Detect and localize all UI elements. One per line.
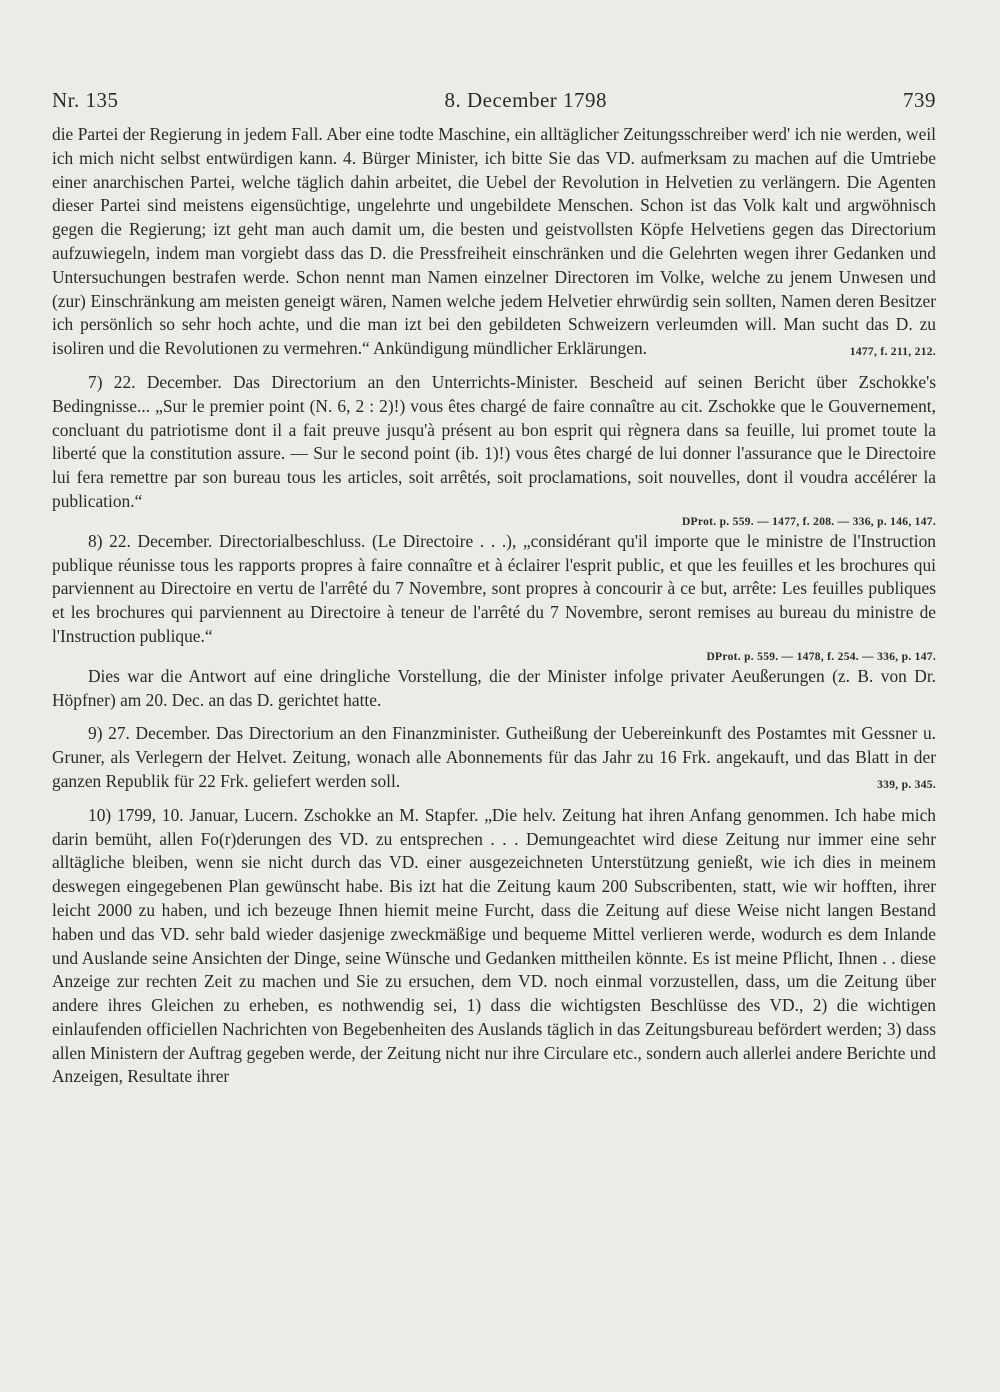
- document-number: Nr. 135: [52, 88, 119, 112]
- paragraph-item-9: 9) 27. December. Das Directorium an den Finanzminister. Gutheißung der Uebereinkunft des Postamtes mit Gessner u. Gruner, als Verlegern der Helvet. Zeitung, wonach alle Abonnements für das Jahr zu 16 Frk. angekauft, und das Blatt in der ganzen Republik für 22 Frk. geliefert werden soll. 339, p. 345.: [52, 722, 936, 793]
- source-reference: DProt. p. 559. — 1477, f. 208. — 336, p. 146, 147.: [681, 515, 936, 528]
- paragraph-item-10: 10) 1799, 10. Januar, Lucern. Zschokke an M. Stapfer. „Die helv. Zeitung hat ihren Anfang genommen. Ich habe mich darin bemüht, allen Fo(r)derungen des VD. zu entsprechen . . . Demungeachtet wird diese Zeitung nur immer eine sehr alltägliche bleiben, wenn sie nicht durch das VD. einer ausgezeichneten Unterstützung genießt, wie ich dies in meinem deswegen eingegebenen Plan gewünscht habe. Bis izt hat die Zeitung kaum 200 Subscribenten, statt, wie wir hofften, ihrer leicht 2000 zu haben, und ich bezeuge Ihnen hiemit meine Furcht, dass die Zeitung auf diese Weise nicht langen Bestand haben und das VD. sehr bald wieder dasjenige zweckmäßige und bequeme Mittel verlieren werde, wodurch es dem Inlande und Auslande seine Ansichten der Dinge, seine Wünsche und Gedanken mittheilen könnte. Es ist meine Pflicht, Ihnen . . diese Anzeige zur rechten Zeit zu machen und Sie zu ersuchen, dem VD. noch einmal vorzustellen, dass, um die Zeitung über andere ihres Gleichen zu erheben, es nothwendig sei, 1) dass die wichtigsten Beschlüsse des VD., 2) die wichtigen einlaufenden officiellen Nachrichten von Begebenheiten des Auslands täglich in das Zeitungsbureau befördert werden; 3) dass allen Ministern der Auftrag gegeben werde, der Zeitung nicht nur ihre Circulare etc., sondern auch allerlei andere Berichte und Anzeigen, Resultate ihrer: [52, 804, 936, 1087]
- document-date: 8. December 1798: [444, 88, 608, 112]
- paragraph-continuation: die Partei der Regierung in jedem Fall. Aber eine todte Maschine, ein alltäglicher Zeitungsschreiber werd' ich nie werden, weil ich mich nicht selbst entwürdigen kann. 4. Bürger Minister, ich bitte Sie das VD. aufmerksam zu machen auf die Umtriebe einer anarchischen Partei, welche täglich dahin arbeitet, die Uebel der Revolution in Helvetien zu verlängern. Die Agenten dieser Partei sind meistens eigensüchtige, ungelehrte und ungebildete Menschen. Schon ist das Volk kalt und argwöhnisch gegen die Regierung; izt geht man auch damit um, die besten und geistvollsten Köpfe Helvetiens gegen das Directorium aufzuwiegeln, indem man vorgiebt dass das D. die Pressfreiheit einschränken und die Gelehrten wegen ihrer Gedanken und Untersuchungen bestrafen werde. Schon nennt man Namen einzelner Directoren im Volke, welche zu jenem Unwesen und (zur) Einschränkung am meisten geneigt wären, Namen welche jedem Helvetier ehrwürdig sein sollten, Namen deren Besitzer ich persönlich so sehr hoch achte, und die man izt bei den gebildeten Schweizern verleumden will. Man sucht das D. zu isoliren und die Revolutionen zu vermehren.“ Ankündigung mündlicher Erklärungen. 1477, f. 211, 212.: [52, 123, 936, 361]
- paragraph-note: Dies war die Antwort auf eine dringliche Vorstellung, die der Minister infolge privater Aeußerungen (z. B. von Dr. Höpfner) am 20. Dec. an das D. gerichtet hatte.: [52, 665, 936, 710]
- source-reference: DProt. p. 559. — 1478, f. 254. — 336, p. 147.: [706, 650, 936, 663]
- paragraph-item-8: 8) 22. December. Directorialbeschluss. (Le Directoire . . .), „considérant qu'il importe que le ministre de l'Instruction publique réunisse tous les rapports propres à faire connaître et à éclairer l'esprit public, et que les feuilles et les brochures qui parviennent au Directoire en vertu de l'arrêté du 7 Novembre, sont propres à concourir à ce but, arrête: Les feuilles publiques et les brochures qui parviennent au Directoire à teneur de l'arrêté du 7 Novembre, seront remises au bureau du ministre de l'Instruction publique.“: [52, 530, 936, 646]
- page-number: 739: [903, 88, 936, 112]
- source-reference: 1477, f. 211, 212.: [849, 346, 936, 359]
- page-header: [52, 88, 936, 113]
- body-text: [52, 123, 936, 1089]
- source-reference: 339, p. 345.: [877, 778, 936, 791]
- paragraph-item-7: 7) 22. December. Das Directorium an den Unterrichts-Minister. Bescheid auf seinen Bericht über Zschokke's Bedingnisse... „Sur le premier point (N. 6, 2 : 2)!) vous êtes chargé de faire connaître au cit. Zschokke que le Gouvernement, concluant du patriotisme dont il a fait preuve jusqu'à présent au bon esprit qui règnera dans sa feuille, lui promet toute la liberté que la constitution assure. — Sur le second point (ib. 1)!) vous êtes chargé de lui donner l'assurance que le Directoire lui fera remettre par son bureau tous les articles, soit arrêtés, soit proclamations, soit nouvelles, dont il voudra accélérer la publication.“: [52, 371, 936, 511]
